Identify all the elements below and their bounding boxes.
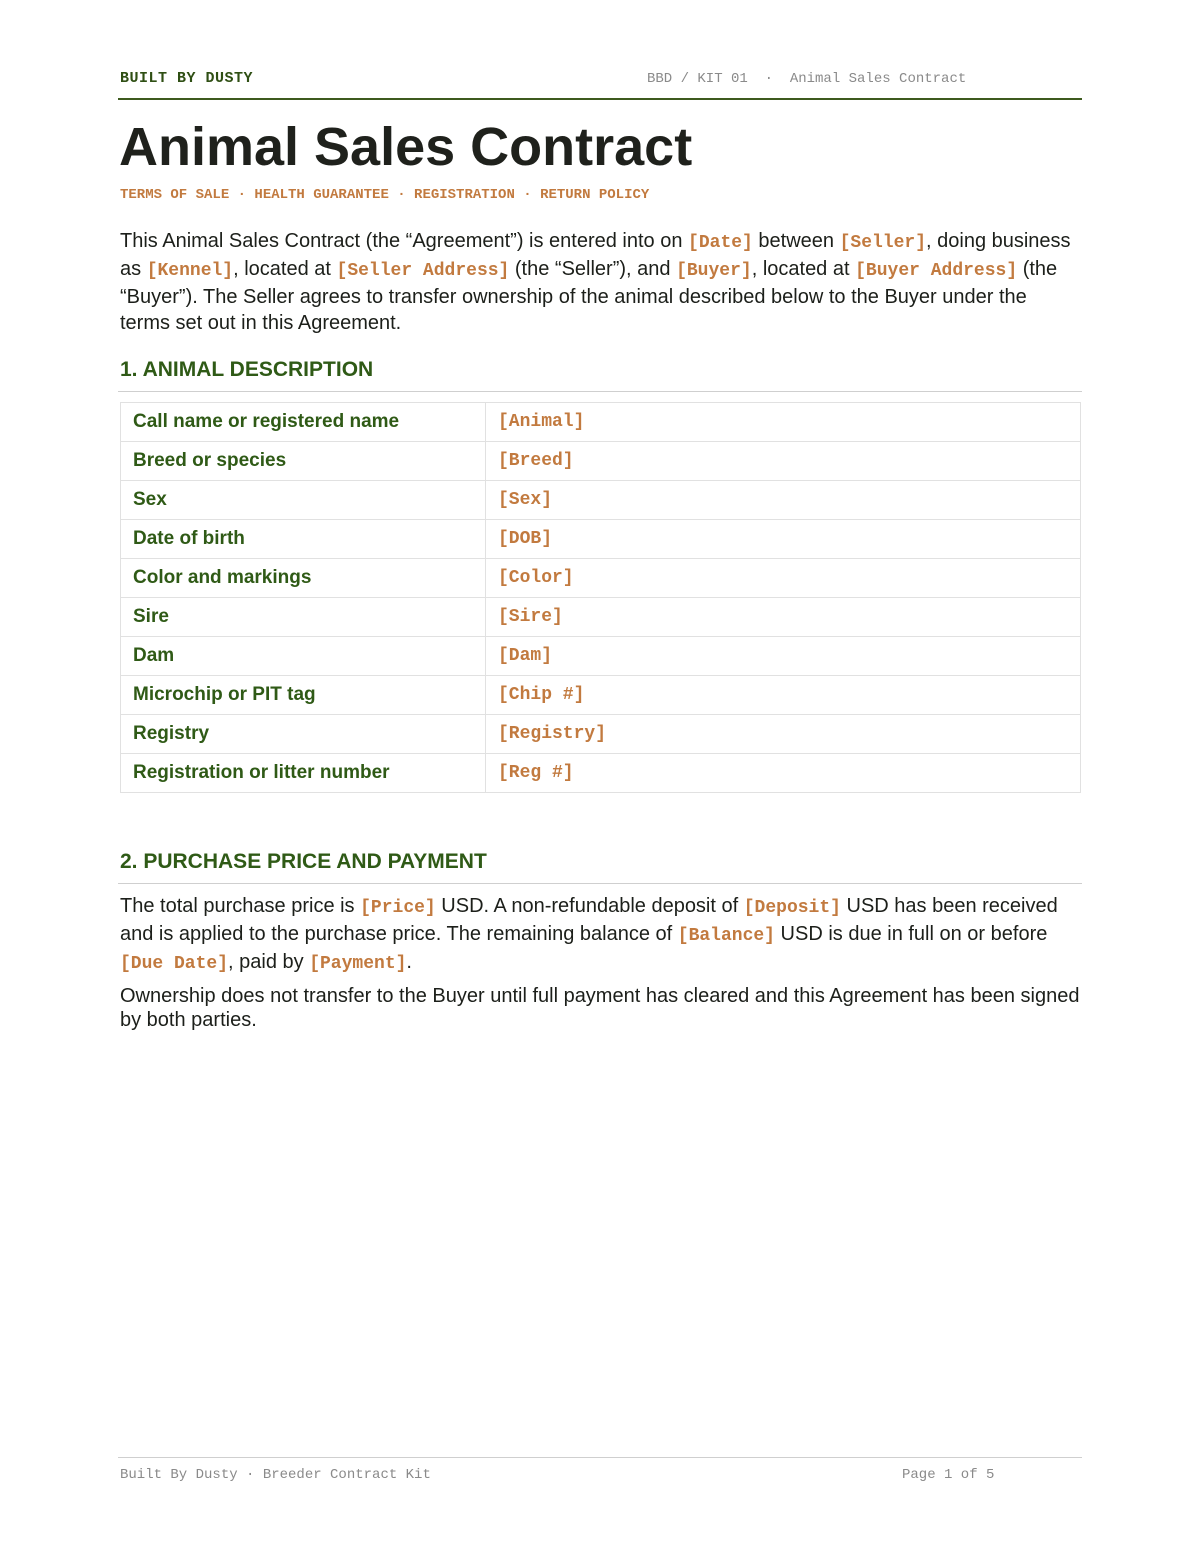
- payment-paragraph: [120, 893, 1082, 977]
- footer-kit-name: Built By Dusty · Breeder Contract Kit: [120, 1467, 431, 1483]
- field-value: [Color]: [486, 559, 1081, 598]
- payment-text: USD. A non-refundable deposit of: [435, 895, 744, 917]
- table-row: [121, 715, 1081, 754]
- seller-address-placeholder: [Seller Address]: [336, 261, 510, 281]
- brand-name: BUILT BY DUSTY: [120, 70, 254, 87]
- field-value: [Reg #]: [486, 754, 1081, 793]
- seller-placeholder: [Seller]: [839, 233, 927, 253]
- payment-text: USD is due in full on or before: [774, 923, 1048, 945]
- table-row: [121, 754, 1081, 793]
- table-row: [121, 598, 1081, 637]
- payment-text: USD has been received and is applied to the purchase price. The remaining balance of: [120, 895, 1058, 945]
- table-row: [121, 481, 1081, 520]
- field-value: [Breed]: [486, 442, 1081, 481]
- section-heading-animal-description: [118, 358, 1082, 392]
- document-subtitle: TERMS OF SALE · HEALTH GUARANTEE · REGISTRATION · RETURN POLICY: [120, 187, 650, 203]
- field-value: [Animal]: [486, 403, 1081, 442]
- table-row: [121, 520, 1081, 559]
- table-row: [121, 559, 1081, 598]
- payment-method-placeholder: [Payment]: [309, 954, 407, 974]
- field-value: [DOB]: [486, 520, 1081, 559]
- field-label: Sire: [121, 598, 486, 637]
- buyer-address-placeholder: [Buyer Address]: [855, 261, 1018, 281]
- kennel-placeholder: [Kennel]: [146, 261, 234, 281]
- payment-text: The total purchase price is: [120, 895, 361, 917]
- intro-text: , located at: [751, 258, 856, 280]
- table-row: [121, 442, 1081, 481]
- due-date-placeholder: [Due Date]: [120, 954, 229, 974]
- balance-placeholder: [Balance]: [677, 926, 775, 946]
- intro-text: This Animal Sales Contract (the “Agreement”) is entered into on: [120, 230, 689, 252]
- section-heading-text: 2. PURCHASE PRICE AND PAYMENT: [120, 850, 487, 873]
- intro-text: , doing business as: [120, 230, 1071, 280]
- field-value: [Sire]: [486, 598, 1081, 637]
- intro-text: , located at: [233, 258, 337, 280]
- page-number: Page 1 of 5: [902, 1467, 995, 1483]
- deposit-placeholder: [Deposit]: [743, 898, 841, 918]
- field-label: Color and markings: [121, 559, 486, 598]
- intro-text: between: [752, 230, 840, 252]
- payment-text: .: [406, 951, 412, 973]
- field-label: Date of birth: [121, 520, 486, 559]
- field-value: [Chip #]: [486, 676, 1081, 715]
- date-placeholder: [Date]: [688, 233, 753, 253]
- price-placeholder: [Price]: [360, 898, 436, 918]
- ownership-paragraph: Ownership does not transfer to the Buyer until full payment has cleared and this Agreement has been signed by both parties.: [120, 985, 1080, 1031]
- field-value: [Dam]: [486, 637, 1081, 676]
- field-value: [Registry]: [486, 715, 1081, 754]
- section-heading-text: 1. ANIMAL DESCRIPTION: [120, 358, 374, 381]
- field-label: Call name or registered name: [121, 403, 486, 442]
- field-label: Sex: [121, 481, 486, 520]
- field-value: [Sex]: [486, 481, 1081, 520]
- intro-text: (the “Seller”), and: [509, 258, 677, 280]
- table-row: [121, 637, 1081, 676]
- table-row: [121, 403, 1081, 442]
- page-footer: [118, 1457, 1082, 1488]
- field-label: Registration or litter number: [121, 754, 486, 793]
- field-label: Breed or species: [121, 442, 486, 481]
- field-label: Registry: [121, 715, 486, 754]
- document-title: Animal Sales Contract: [119, 117, 693, 177]
- payment-text: , paid by: [228, 951, 310, 973]
- intro-text: (the “Buyer”). The Seller agrees to transfer ownership of the animal described below to the Buyer under the terms set out in this Agreement.: [120, 258, 1058, 334]
- animal-description-table: [120, 402, 1081, 793]
- table-row: [121, 676, 1081, 715]
- field-label: Dam: [121, 637, 486, 676]
- page-header: [118, 68, 1082, 100]
- section-heading-purchase-price: [118, 850, 1082, 884]
- buyer-placeholder: [Buyer]: [676, 261, 752, 281]
- intro-paragraph: [120, 228, 1082, 336]
- field-label: Microchip or PIT tag: [121, 676, 486, 715]
- kit-label: BBD / KIT 01 · Animal Sales Contract: [647, 71, 967, 87]
